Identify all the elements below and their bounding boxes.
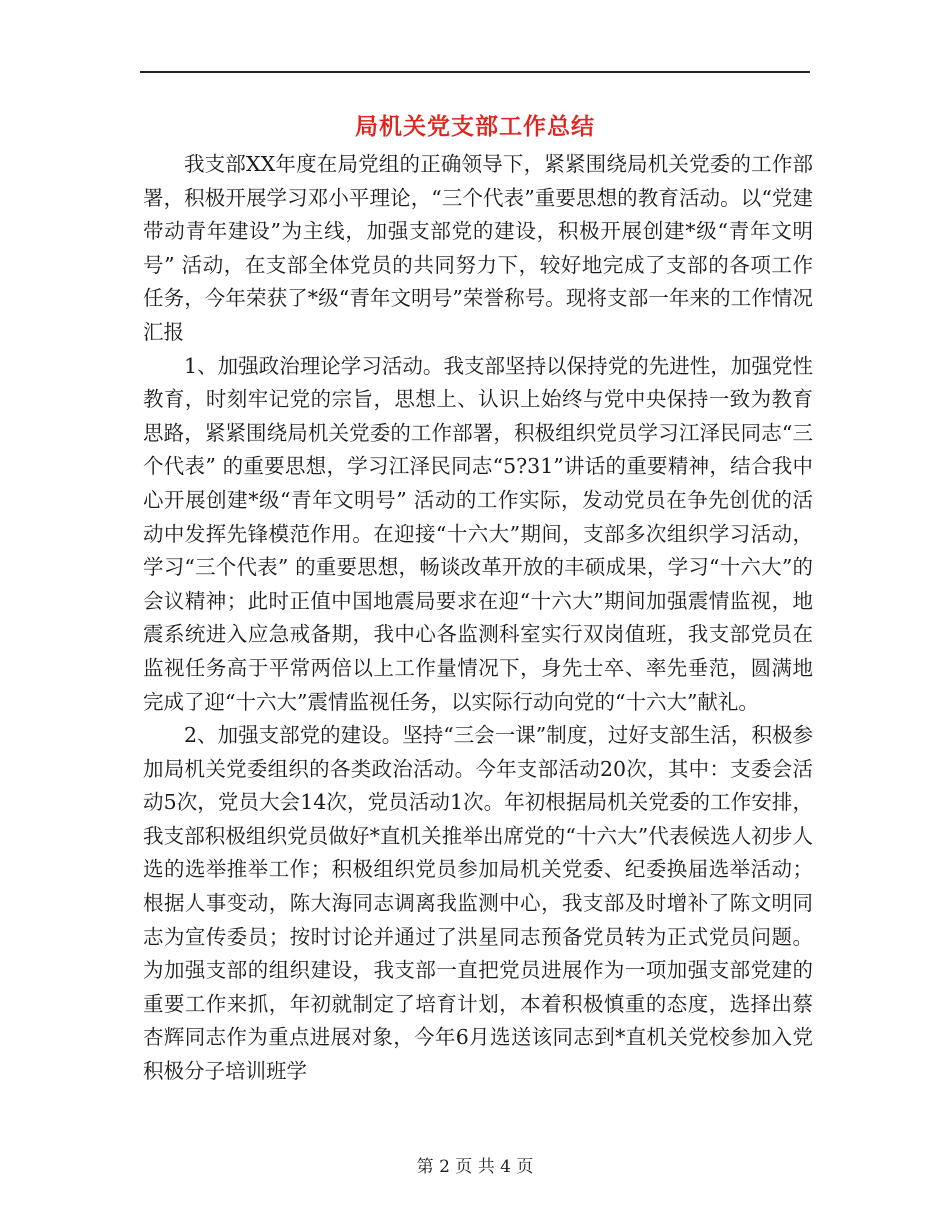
page-number: 第 2 页 共 4 页: [416, 1157, 534, 1177]
document-title: 局机关党支部工作总结: [355, 113, 595, 140]
paragraph-intro: 我支部XX年度在局党组的正确领导下，紧紧围绕局机关党委的工作部署，积极开展学习邓小平理论，“三个代表”重要思想的教育活动。以“党建带动青年建设”为主线，加强支部党的建设，积极开展创建*级“青年文明号” 活动，在支部全体党员的共同努力下，较好地完成了支部的各项工作任务，今年荣获了*级“青年文明号”荣誉称号。现将支部一年来的工作情况汇报: [143, 152, 813, 344]
header-rule: [140, 71, 810, 73]
document-body: [143, 148, 813, 1089]
paragraph-theory-study: 1、加强政治理论学习活动。我支部坚持以保持党的先进性，加强党性教育，时刻牢记党的宗旨，思想上、认识上始终与党中央保持一致为教育思路，紧紧围绕局机关党委的工作部署，积极组织党员学习江泽民同志“三个代表” 的重要思想，学习江泽民同志“5?31”讲话的重要精神，结合我中心开展创建*级“青年文明号” 活动的工作实际，发动党员在争先创优的活动中发挥先锋模范作用。在迎接“十六大”期间，支部多次组织学习活动，学习“三个代表” 的重要思想，畅谈改革开放的丰硕成果，学习“十六大”的会议精神；此时正值中国地震局要求在迎“十六大”期间加强震情监视，地震系统进入应急戒备期，我中心各监测科室实行双岗值班，我支部党员在监视任务高于平常两倍以上工作量情况下，身先士卒、率先垂范，圆满地完成了迎“十六大”震情监视任务，以实际行动向党的“十六大”献礼。: [143, 353, 813, 714]
paragraph-party-building: 2、加强支部党的建设。坚持“三会一课”制度，过好支部生活，积极参加局机关党委组织的各类政治活动。今年支部活动20次，其中：支委会活动5次，党员大会14次，党员活动1次。年初根据局机关党委的工作安排，我支部积极组织党员做好*直机关推举出席党的“十六大”代表候选人初步人选的选举推举工作；积极组织党员参加局机关党委、纪委换届选举活动；根据人事变动，陈大海同志调离我监测中心，我支部及时增补了陈文明同志为宣传委员；按时讨论并通过了洪星同志预备党员转为正式党员问题。为加强支部的组织建设，我支部一直把党员进展作为一项加强支部党建的重要工作来抓，年初就制定了培育计划，本着积极慎重的态度，选择出蔡杏辉同志作为重点进展对象，今年6月选送该同志到*直机关党校参加入党积极分子培训班学: [143, 723, 813, 1084]
